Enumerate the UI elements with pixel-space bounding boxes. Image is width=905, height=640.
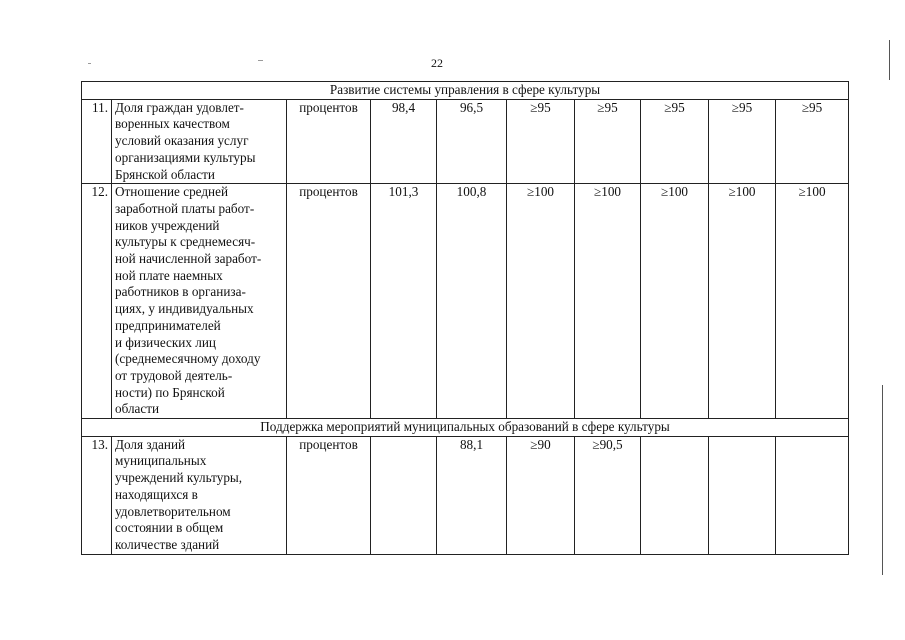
indicator-name: Доля граждан удовлет- воренных качеством условий оказания услуг организациями культуры Брянской области [112,99,287,184]
value-cell: ≥100 [709,184,776,419]
value-cell: ≥100 [776,184,849,419]
value-cell [776,436,849,554]
indicators-table [81,81,849,555]
value-cell: 88,1 [437,436,507,554]
row-number: 11. [82,99,112,184]
section-header-row [82,82,849,100]
value-cell [709,436,776,554]
value-cell: ≥95 [575,99,641,184]
value-cell: 101,3 [371,184,437,419]
value-cell [641,436,709,554]
value-cell: ≥95 [776,99,849,184]
section-header-row [82,419,849,437]
value-cell: ≥90,5 [575,436,641,554]
value-cell: ≥100 [507,184,575,419]
indicator-name: Отношение средней заработной платы работ- ников учреждений культуры к среднемесяч- ной начисленной заработ- ной плате наемных работников в организа- циях, у индивидуальных предпринимателей и физических лиц (среднемесячному доходу от трудовой деятель- ности) по Брянской области [112,184,287,419]
value-cell: ≥100 [641,184,709,419]
value-cell: 96,5 [437,99,507,184]
value-cell: ≥95 [709,99,776,184]
value-cell: 98,4 [371,99,437,184]
scan-edge-line [882,385,883,575]
table-row [82,436,849,554]
value-cell: ≥90 [507,436,575,554]
unit-cell: процентов [287,436,371,554]
value-cell: 100,8 [437,184,507,419]
page-number: 22 [431,56,443,70]
row-number: 12. [82,184,112,419]
value-cell [371,436,437,554]
table-row [82,184,849,419]
value-cell: ≥95 [641,99,709,184]
section-title: Развитие системы управления в сфере культуры [82,82,849,100]
unit-cell: процентов [287,99,371,184]
value-cell: ≥95 [507,99,575,184]
scan-speck [258,60,263,61]
section-title: Поддержка мероприятий муниципальных образований в сфере культуры [82,419,849,437]
scan-edge-line [889,40,890,80]
row-number: 13. [82,436,112,554]
scan-speck [88,63,91,64]
indicator-name: Доля зданий муниципальных учреждений культуры, находящихся в удовлетворительном состоянии в общем количестве зданий [112,436,287,554]
unit-cell: процентов [287,184,371,419]
value-cell: ≥100 [575,184,641,419]
table-row [82,99,849,184]
